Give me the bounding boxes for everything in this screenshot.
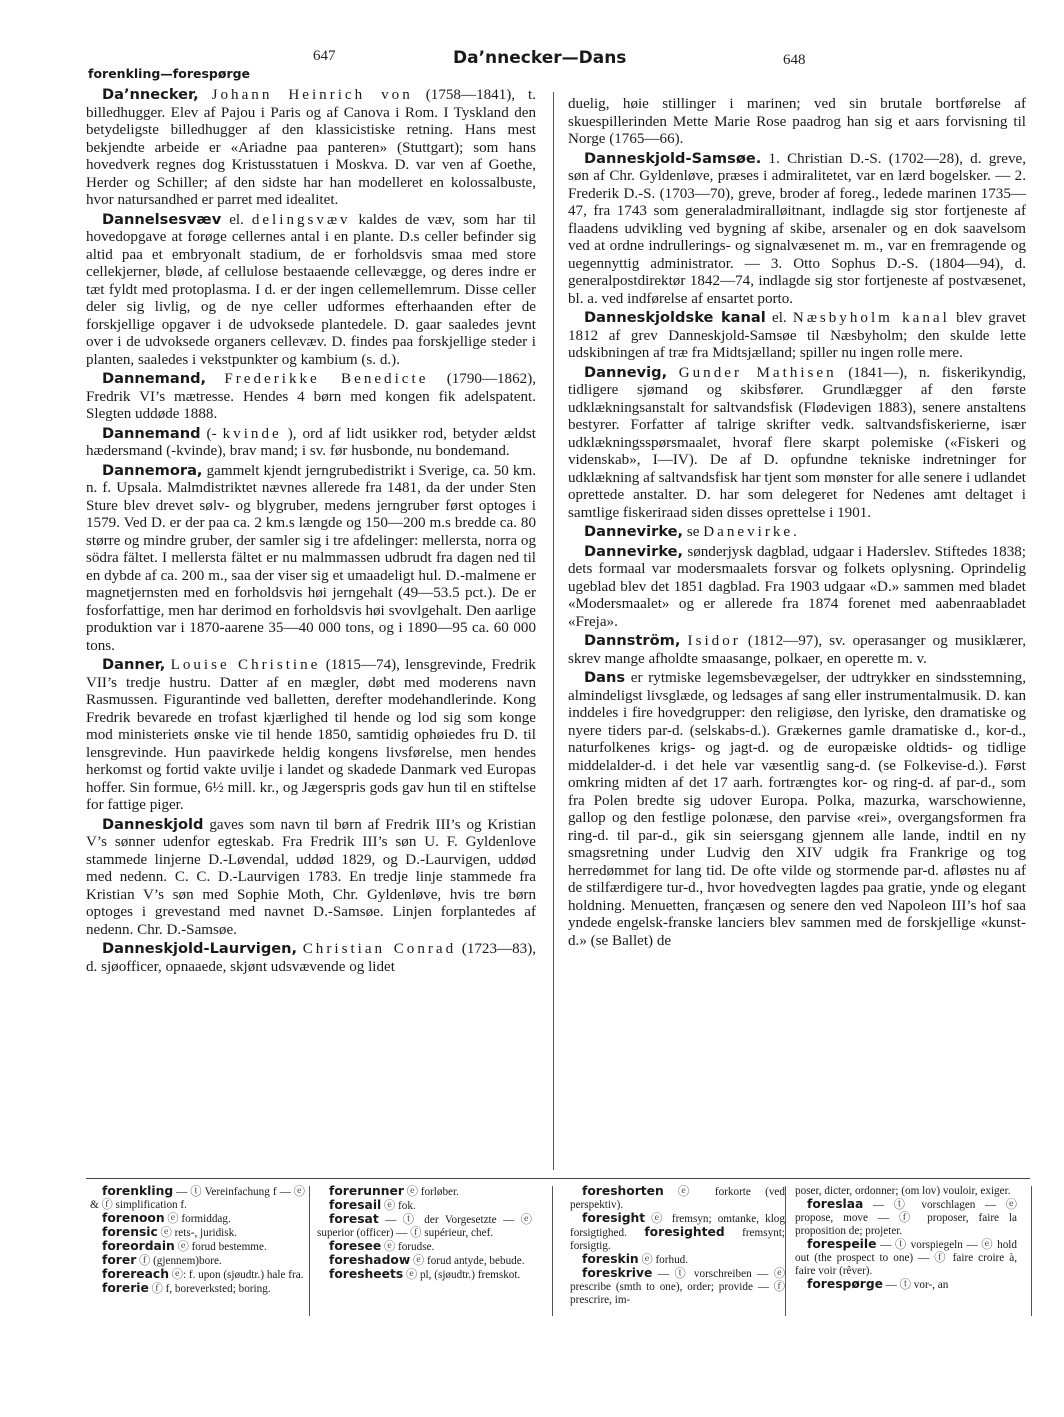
- entry-name-spaced: Næsbyholm kanal: [792, 310, 950, 326]
- encyclopedia-entry: [86, 940, 536, 976]
- encyclopedia-entry: [86, 425, 536, 461]
- dictionary-headword: forer: [102, 1253, 137, 1267]
- entry-text: (1841—), n. fiskerikyndig, tidligere sjømand og skibsfører. Grundlægger af den første udklækningsanstalt for saltvandsfisk (Flødevigen 1883), senere anstaltens bestyrer. Forfatter af talrige skrifter vedk. saltvandsfiskerierne, især udklækningsspørsmaalet, hvoraf flere skarpt polemiske («Fiskeri og videnskab», I—IV). De af D. opfundne tekniske indretninger for udklækning af saltvandsfisk har tjent som mønster for alle senere i udlandet oprettede anstalter. D. har som delegeret for Nedenes amt deltaget i samtlige fiskeriraad siden disses oprettelse i 1901.: [568, 364, 1026, 521]
- dictionary-definition: fremsynt; forsigtig.: [570, 1227, 785, 1252]
- encyclopedia-entry: [568, 523, 1026, 542]
- dictionary-headword: foresail: [329, 1198, 382, 1212]
- entry-text: (1790—1862), Fredrik VI’s mætresse. Hendes 4 børn med kongen fik adelspatent. Slegten uddøde 1888.: [86, 371, 536, 422]
- dictionary-entry: [795, 1278, 1017, 1292]
- dictionary-headword: foresheets: [329, 1267, 404, 1281]
- right-column: [568, 96, 1026, 951]
- footer-dict-col-3: [570, 1185, 785, 1307]
- dictionary-headword: foreslaa: [807, 1197, 864, 1211]
- entry-prefix: (-: [206, 425, 217, 442]
- entry-text: duelig, høie stillinger i marinen; ved sin brutale bortførelse af skuespillerinden Mette Marie Rose paadrog han sig et aars forvisning til Norge (1765—66).: [568, 96, 1026, 147]
- dictionary-definition: — ⓣ vor-, an: [885, 1279, 949, 1291]
- footer-divider: [1031, 1186, 1032, 1316]
- entry-name-spaced: Louise Christine: [170, 657, 321, 673]
- encyclopedia-entry: [568, 632, 1026, 668]
- dictionary-entry: [795, 1198, 1017, 1238]
- dictionary-entry: [317, 1254, 532, 1268]
- dictionary-definition: ⓔ pl, (sjøudtr.) fremskot.: [405, 1269, 521, 1281]
- entry-name-spaced: Isidor: [687, 633, 741, 649]
- entry-text: gammelt kjendt jerngrubedistrikt i Sverige, ca. 50 km. n. f. Upsala. Malmdistriktet nævnes allerede fra 1481, da der under Sten Sture blev drevet sølv- og blygruber, medens jerngruber først optoges i 1579. Ved D. er der paa ca. 2 km.s længde og 150—200 m.s bredde ca. 80 større og mindre gruber, der samler sig i tre afdelinger: mellersta, norra og södra fältet. I mellersta fältet er nu malmmassen udbrudt fra dagen ned til en dybde af ca. 200 m., saa der viser sig et umaadeligt hul. D.-malmene er magnetjernsten med en forholdsvis høi jerngehalt (49—53.5 pct.). De er fosforfattige, men har derimod en forholdsvis høi svovlgehalt. Den aarlige produktion var i 1870-aarene 35—40 000 tons, og i 1890—95 ca. 60 000 tons.: [86, 462, 536, 654]
- dictionary-headword: forereach: [102, 1267, 169, 1281]
- left-column: [86, 86, 536, 977]
- entry-headword: Dannevig,: [584, 363, 668, 381]
- entry-headword: Danneskjold-Laurvigen,: [102, 940, 298, 957]
- entry-name-spaced: Christian Conrad: [302, 941, 457, 957]
- dictionary-definition: — ⓣ vorschlagen — ⓔ propose, move — ⓕ proposer, faire la proposition de; projeter.: [795, 1199, 1017, 1237]
- footer-dict-col-4: [795, 1185, 1017, 1292]
- dictionary-headword: foreskrive: [582, 1266, 653, 1280]
- dictionary-headword: foreordain: [102, 1239, 175, 1253]
- dictionary-entry: [795, 1238, 1017, 1278]
- dictionary-definition: — ⓣ vorschreiben — ⓔ prescribe (smth to one), order; provide — ⓕ prescrire, im-: [570, 1268, 786, 1306]
- encyclopedia-entry: [86, 211, 536, 370]
- dictionary-headword: foresat: [329, 1212, 379, 1226]
- dictionary-definition: ⓕ f, boreverksted; boring.: [151, 1283, 271, 1295]
- dictionary-definition: ⓔ: f. upon (sjøudtr.) hale fra.: [171, 1269, 304, 1281]
- dictionary-definition: ⓔ formiddag.: [167, 1213, 231, 1225]
- entry-headword: Dannemora,: [102, 461, 203, 479]
- dictionary-entry: [90, 1226, 305, 1240]
- encyclopedia-entry: [568, 309, 1026, 363]
- dictionary-headword: forenkling: [102, 1184, 174, 1198]
- encyclopedia-entry: [568, 150, 1026, 309]
- dictionary-definition: ⓔ forløber.: [406, 1186, 459, 1198]
- dictionary-definition: ⓔ forudse.: [384, 1241, 435, 1253]
- dictionary-entry: [317, 1213, 532, 1240]
- page-number-right: 648: [783, 52, 806, 68]
- dictionary-definition: — ⓣ der Vorgesetzte — ⓔ superior (officer) — ⓕ supérieur, chef.: [317, 1214, 532, 1239]
- dictionary-definition: ⓔ rets-, juridisk.: [160, 1227, 238, 1239]
- dictionary-definition: ⓕ (gjennem)bore.: [139, 1255, 222, 1267]
- encyclopedia-entry: [86, 86, 536, 210]
- dictionary-entry: [90, 1240, 305, 1254]
- dictionary-headword: forensic: [102, 1225, 158, 1239]
- dictionary-headword: forerie: [102, 1281, 149, 1295]
- encyclopedia-entry: [86, 462, 536, 656]
- entry-text: 1. Christian D.-S. (1702—28), d. greve, søn af Chr. Gyldenløve, præses i admiralitetet, var en lærd bogelsker. — 2. Frederik D.-S. (1703—70), greve, broder af foreg., ledede marinen 1735—47, fra 1743 som generaladmiralløitnant, indlagde sig stor fortjeneste af flaadens udvikling ved bygning af skibe, arsenaler og en dok saavelsom ved at ordne indrullerings- og signalvæsenet m. m., var en fremragende og uegennyttig administrator. — 3. Otto Sophus D.-S. (1804—94), d. generalpostdirektør 1842—74, indlagde sig stor fortjeneste af postvæsenet, bl. a. ved indførelse af ensartet porto.: [568, 150, 1026, 307]
- entry-name-spaced: Johann Heinrich von: [211, 87, 413, 103]
- entry-prefix: el.: [772, 310, 787, 326]
- dictionary-definition: — ⓣ vorspiegeln — ⓔ hold out (the prospect to one) — ⓕ faire croire à, faire voir (rêver).: [795, 1239, 1017, 1277]
- dictionary-definition: — ⓣ Vereinfachung f — ⓔ & ⓕ simplification f.: [90, 1186, 305, 1211]
- entry-text: blev gravet 1812 af grev Danneskjold-Samsøe til Næsbyholm; den skulde lette udskibningen af træ fra Midtsjælland; spiller nu ingen rolle mere.: [568, 310, 1026, 361]
- entry-headword: Danneskjold: [102, 815, 204, 833]
- dictionary-headword: foreshadow: [329, 1253, 411, 1267]
- encyclopedia-entry: [86, 656, 536, 815]
- entry-headword: Dans: [584, 669, 626, 686]
- entry-headword: Dannemand: [102, 424, 201, 442]
- dictionary-headword: foreshorten: [582, 1184, 664, 1198]
- encyclopedia-entry: [568, 669, 1026, 950]
- dictionary-entry: [570, 1212, 785, 1253]
- dictionary-definition: ⓔ fok.: [384, 1200, 416, 1212]
- encyclopedia-entry: [568, 543, 1026, 632]
- dictionary-entry: [90, 1268, 305, 1282]
- entry-name-spaced: kvinde: [222, 425, 282, 442]
- encyclopedia-entry: [568, 364, 1026, 523]
- footer-dict-col-2: [317, 1185, 532, 1282]
- entry-headword: Dannström,: [584, 632, 681, 649]
- dictionary-headword: foresight: [582, 1211, 646, 1225]
- dictionary-definition: poser, dicter, ordonner; (om lov) vouloir, exiger.: [795, 1185, 1011, 1197]
- running-head: Da’nnecker—Dans: [453, 48, 627, 68]
- footer-dict-col-1: [90, 1185, 305, 1296]
- dictionary-entry: [317, 1240, 532, 1254]
- dictionary-headword: forerunner: [329, 1184, 404, 1198]
- entry-text: (1815—74), lensgrevinde, Fredrik VII’s tredje hustru. Datter af en mægler, døbt med moderens navn Rasmussen. Figurantinde ved balletten, derefter modehandlerinde. Kong Fredrik bevarede en trofast kjærlighed til hende og lod sig som konge mod ministeriets ønske vie til hende 1850, samtidig ophøiedes fru D. til lensgrevinde. Hun paavirkede heldig kongens livsførelse, men hendes herkomst og fortid vakte uvilje i landet og skadede Danmark ved Europas hoffer. Sin formue, 6½ mill. kr., og Jægerspris gods gav hun til en stiftelse for fattige piger.: [86, 657, 536, 813]
- dictionary-headword: foresee: [329, 1239, 382, 1253]
- dictionary-entry: [90, 1212, 305, 1226]
- entry-headword: Da’nnecker,: [102, 86, 199, 103]
- entry-headword: Danneskjoldske kanal: [584, 309, 766, 326]
- guide-words: forenkling—forespørge: [88, 66, 251, 81]
- dictionary-definition: ⓔ forud antyde, bebude.: [412, 1255, 525, 1267]
- dictionary-headword: forespeile: [807, 1237, 877, 1251]
- dictionary-entry: [570, 1185, 785, 1212]
- page-number-left: 647: [313, 48, 336, 64]
- entry-headword: Dannevirke,: [584, 542, 684, 560]
- entry-prefix: se: [686, 524, 700, 540]
- dictionary-headword: foresighted: [644, 1225, 725, 1239]
- entry-text: sønderjysk dagblad, udgaar i Haderslev. Stiftedes 1838; dets formaal var modersmaalets forsvar og folkets oplysning. Oprindelig ugeblad blev det 1851 dagblad. Fra 1903 udgaar «D.» sammen med bladet «Modersmaalet» og er allerede fra 1874 forenet med aabenraabladet «Freja».: [568, 543, 1026, 630]
- entry-text: gaves som navn til børn af Fredrik III’s og Kristian V’s sønner udenfor egteskab. Fra Fredrik III’s søn U. F. Gyldenlove stammede linjerne D.-Løvendal, uddød 1829, og D.-Laurvigen, uddød med nedenn. C. C. D.-Laurvigen 1783. En tredje linje stammede fra Kristian V’s søn med Sophie Moth, Chr. Gyldenløve, hvis tre børn optoges i grevestand med navnet D.-Samsøe. Linjen forplantedes af nedenn. Chr. D.-Samsøe.: [86, 816, 536, 938]
- encyclopedia-entry: [86, 370, 536, 424]
- dictionary-definition: ⓔ fremsyn; omtanke, klog forsigtighed.: [570, 1213, 785, 1239]
- column-divider: [553, 92, 554, 1170]
- dictionary-headword: foreskin: [582, 1252, 639, 1266]
- footer-divider: [309, 1186, 310, 1316]
- entry-name-spaced: Danevirke.: [703, 524, 800, 540]
- dictionary-entry: [317, 1268, 532, 1282]
- dictionary-definition: ⓔ forud bestemme.: [177, 1241, 267, 1253]
- entry-name-spaced: delingsvæv: [251, 211, 351, 228]
- dictionary-entry: [317, 1199, 532, 1213]
- footer-divider: [785, 1186, 786, 1316]
- entry-headword: Dannelsesvæv: [102, 210, 222, 228]
- encyclopedia-entry: [86, 816, 536, 940]
- footer-divider: [552, 1186, 553, 1316]
- entry-text: (1758—1841), t. billedhugger. Elev af Pajou i Paris og af Canova i Rom. I Tyskland den betydeligste billedhugger af den klassicistiske retning. Hans mest bekjendte arbeide er «Ariadne paa panteren» (Stuttgart); som hans hovedverk regnes dog Kristusstatuen i Moskva. D. var ven af Goethe, Herder og Schiller; af den sidste har han modelleret en kolossalbuste, hvor natursandhed er parret med idealitet.: [86, 87, 536, 208]
- entry-name-spaced: Frederikke Benedicte: [224, 371, 429, 387]
- dictionary-entry: [570, 1267, 785, 1307]
- entry-text: er rytmiske legemsbevægelser, der udtrykker en sindsstemning, almindeligst livsglæde, og ledsages af sang eller instrumentalmusik. D. kan inddeles i fire hovedgrupper: den religiøse, den lyriske, den dramatiske og nyere tiders par-d. (selskabs-d.). Grækernes gamle dramatiske d., kor-d., naturfolkenes krigs- og jagt-d. og de europæiske oldtids- og tidlige middelalder-d. i det hele var væsentlig sang-d. (se Folkevise-d.). Først omkring midten af det 17 aarh. fortrængtes kor- og ring-d. af par-d., som fra Polen bredte sig udover Europa. Polka, mazurka, warschowienne, gallop og den festlige polonæse, den parvise «rei», overgangsformen fra ring-d. til par-d., gik sin seiersgang gjennem alle lande, indtil en ny smagsretning under Ludvig den XIV udgik fra Frankrige og tog herredømmet for lang tid. De ofte vilde og stormende par-d. afløstes nu af de stilfærdigere tur-d., hvor hovedvegten lagdes paa gratie, ynde og elegant holdning. Menuetten, françæsen og senere den ved Napoleon III’s hof saa yndede engelsk-franske lanciers blev sammen med de forskjellige «kunst-d.» (se Ballet) de: [568, 670, 1026, 949]
- dictionary-entry: [90, 1254, 305, 1268]
- entry-prefix: el.: [229, 211, 244, 228]
- footer-rule: [86, 1178, 1030, 1179]
- entry-text: ), ord af lidt usikker rod, betyder ældst hædersmand (-kvinde), brav mand; i sv. før husbonde, nu bondemand.: [86, 425, 537, 459]
- dictionary-headword: forespørge: [807, 1277, 883, 1291]
- entry-headword: Dannemand,: [102, 370, 207, 387]
- dictionary-headword: forenoon: [102, 1211, 165, 1225]
- entry-text: (1723—83), d. sjøofficer, opnaaede, skjønt udsvævende og lidet: [86, 941, 536, 975]
- dictionary-definition: ⓔ forkorte (ved perspektiv).: [570, 1186, 785, 1211]
- entry-headword: Danner,: [102, 656, 166, 673]
- dictionary-entry: [90, 1185, 305, 1212]
- dictionary-definition: ⓔ forhud.: [641, 1254, 689, 1266]
- entry-text: kaldes de væv, som har til hovedopgave at forøge cellernes antal i en plante. D.s celler befinder sig altid paa et embryonalt stadium, de er forholdsvis smaa med store cellekjerner, bløde, af cellulose bestaaende cellevægge, og deres indre er tæt fyldt med protoplasma. I d. er der ingen cellemellemrum. Disse celler deler sig livlig, og de nye celler udformes efterhaanden efter de forskjellige opgaver i de udvoksede plantedele. D. gaar saaledes jevnt over i de udvoksede organers cellevæv. D. findes paa forskjellige steder i planten, saaledes i vekstpunkter og kambium (s. d.).: [86, 211, 537, 368]
- entry-headword: Danneskjold-Samsøe.: [584, 149, 762, 167]
- dictionary-entry: [317, 1185, 532, 1199]
- encyclopedia-entry: [568, 96, 1026, 149]
- dictionary-entry: [90, 1282, 305, 1296]
- dictionary-entry: [570, 1253, 785, 1267]
- entry-name-spaced: Gunder Mathisen: [678, 364, 837, 381]
- entry-text: (1812—97), sv. operasanger og musiklærer, skrev mange afholdte smaasange, polkaer, en operette m. v.: [568, 633, 1026, 667]
- entry-headword: Dannevirke,: [584, 523, 684, 540]
